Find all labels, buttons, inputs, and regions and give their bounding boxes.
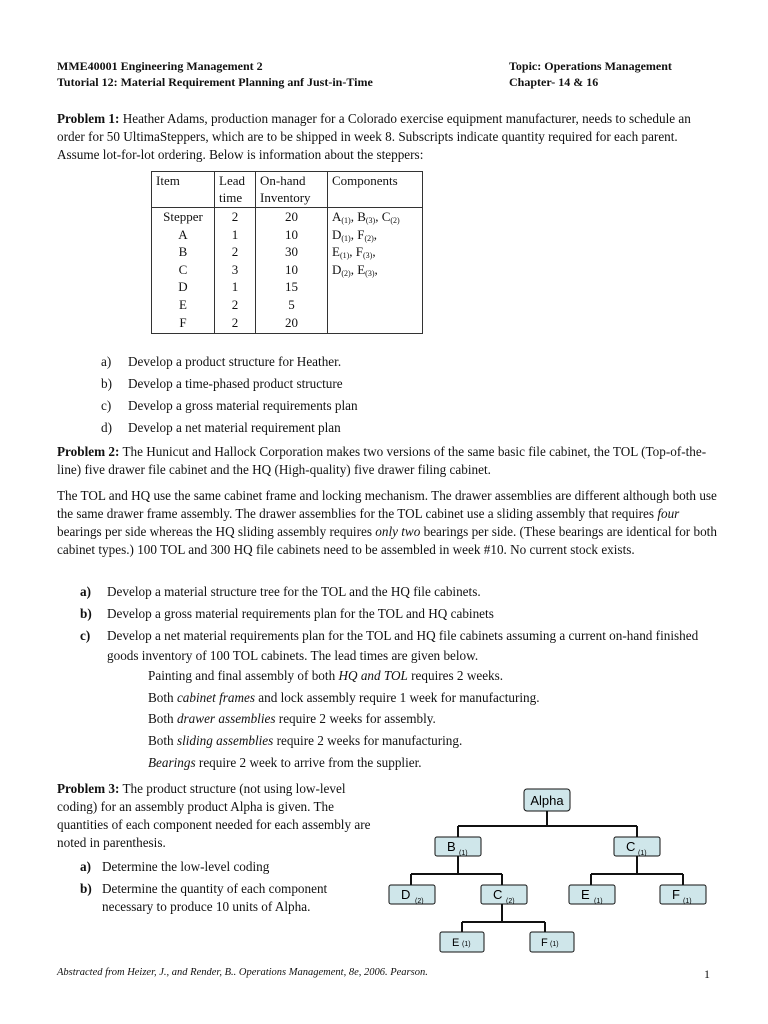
lead-time-cell: 3 — [231, 261, 239, 277]
problem-2-text — [57, 443, 717, 479]
list-item: a) Develop a product structure for Heather. — [101, 354, 342, 369]
product-structure-tree — [385, 785, 715, 960]
lead-time-cell: 2 — [231, 296, 239, 312]
lead-time-cell: 2 — [231, 209, 239, 224]
problem-2-label: Problem 2: — [57, 444, 120, 459]
table-header-row — [152, 172, 423, 208]
course-title: MME40001 Engineering Management 2 — [57, 59, 263, 73]
lead-time-cell: 2 — [231, 314, 239, 330]
problem-2-tasks — [80, 582, 720, 668]
on-hand-cell: 20 — [285, 314, 298, 330]
components-column — [328, 208, 423, 334]
node-qty: (1) — [550, 941, 559, 948]
node-label: D — [401, 887, 411, 902]
problem-1-body: Heather Adams, production manager for a Colorado exercise equipment manufacturer, needs to schedule an order for 50 UltimaSteppers, which are to be shipped in week 8. Subscripts indicate quantity required for each parent. Assume lot-for-lot ordering. Below is information about the steppers: — [57, 111, 691, 162]
item-cell: D — [178, 279, 188, 295]
table-body-row — [152, 208, 423, 334]
list-item: b) Develop a gross material requirements plan for the TOL and HQ cabinets — [80, 606, 494, 621]
node-label: B — [447, 839, 456, 854]
header-item: Item — [152, 172, 215, 208]
components-cell-empty — [332, 315, 418, 333]
node-qty: (1) — [462, 941, 471, 948]
components-cell: $D_{(1)}$, $F_{(2)}$, — [332, 226, 378, 243]
item-cell: F — [179, 314, 187, 330]
item-cell: C — [178, 261, 188, 277]
list-item: b) Develop a time-phased product structure — [101, 376, 343, 391]
item-cell: E — [179, 296, 187, 312]
tutorial-title: Tutorial 12: Material Requirement Planning anf Just-in-Time — [57, 75, 373, 89]
components-cell: $A_{(1)}$, $B_{(3)}$, $C_{(2)}$ — [332, 209, 400, 225]
on-hand-cell: 30 — [285, 244, 298, 260]
node-qty: (1) — [638, 850, 647, 857]
node-label: F — [541, 937, 548, 949]
node-label: C — [626, 839, 636, 854]
lead-times-list — [148, 665, 540, 774]
on-hand-cell: 10 — [285, 261, 298, 277]
lead-time-column — [215, 208, 256, 334]
header-on-hand: On-hand Inventory — [256, 172, 328, 208]
problem-2-paragraph: The TOL and HQ use the same cabinet frame and locking mechanism. The drawer assemblies are different although both use the same drawer frame assembly. The drawer assemblies for the TOL cabinet use a sliding assembly that requires four bearings per side whereas the HQ sliding assembly requires only two bearings per side. (These bearings are identical for both cabinet types.) 100 TOL and 300 HQ file cabinets need to be assembled in week #10. No current stock exists. — [57, 488, 717, 557]
lead-time-line: Both sliding assemblies require 2 weeks for manufacturing. — [148, 733, 463, 749]
inventory-table — [151, 171, 423, 334]
tree-node-e-bottom — [440, 932, 484, 952]
node-label: F — [672, 887, 680, 902]
on-hand-cell: 10 — [285, 226, 298, 242]
item-cell: B — [178, 244, 188, 260]
item-cell: Stepper — [163, 209, 203, 224]
list-item: a) Develop a material structure tree for the TOL and the HQ file cabinets. — [80, 584, 481, 599]
problem-3-body: The product structure (not using low-level coding) for an assembly product Alpha is given. The quantities of each component needed for each assembly are noted in parenthesis. — [57, 781, 371, 850]
node-label: E — [581, 887, 590, 902]
list-item: c) Develop a net material requirements plan for the TOL and HQ file cabinets assuming a current on-hand finished goods inventory of 100 TOL cabinets. The lead times are given below. — [80, 628, 699, 663]
list-item: a) Determine the low-level coding — [80, 859, 270, 874]
item-column — [152, 208, 215, 334]
item-cell: A — [178, 226, 188, 242]
header-right — [509, 58, 672, 90]
node-qty: (1) — [594, 898, 603, 905]
list-item: c) Develop a gross material requirements plan — [101, 398, 358, 413]
problem-3-tasks — [80, 858, 380, 920]
on-hand-cell: 5 — [288, 296, 295, 312]
node-qty: (1) — [459, 850, 468, 857]
header-lead-time: Lead time — [215, 172, 256, 208]
node-qty: (1) — [683, 898, 692, 905]
problem-2-body: The Hunicut and Hallock Corporation makes two versions of the same basic file cabinet, the TOL (Top-of-the-line) five drawer file cabinet and the HQ (High-quality) five drawer filing cabinet. — [57, 444, 707, 477]
components-cell: $D_{(2)}$, $E_{(3)}$, — [332, 261, 378, 278]
tree-node-c-level1 — [614, 837, 660, 857]
lead-time-line: Both cabinet frames and lock assembly require 1 week for manufacturing. — [148, 689, 540, 705]
node-qty: (2) — [415, 898, 424, 905]
problem-1-label: Problem 1: — [57, 111, 120, 126]
problem-1-text — [57, 110, 717, 164]
chapter-label: Chapter- 14 & 16 — [509, 75, 599, 89]
tree-node-c-level2 — [481, 885, 527, 905]
lead-time-cell: 1 — [231, 279, 239, 295]
page-number: 1 — [704, 967, 710, 981]
on-hand-cell: 15 — [285, 279, 298, 295]
on-hand-cell: 20 — [285, 209, 298, 224]
problem-3-label: Problem 3: — [57, 781, 120, 796]
list-item: d) Develop a net material requirement plan — [101, 420, 341, 435]
tree-node-root — [524, 789, 570, 811]
lead-time-line: Painting and final assembly of both HQ and TOL requires 2 weeks. — [148, 668, 504, 683]
lead-time-line: Both drawer assemblies require 2 weeks for assembly. — [148, 711, 436, 727]
tree-node-f-right — [660, 885, 706, 905]
problem-3-text — [57, 780, 377, 852]
lead-time-cell: 1 — [231, 226, 239, 242]
problem-1-tasks — [101, 351, 358, 439]
node-qty: (2) — [506, 898, 515, 905]
components-cell-empty — [332, 297, 418, 315]
node-label: E — [452, 937, 460, 949]
lead-time-line: Bearings require 2 week to arrive from the supplier. — [148, 754, 422, 770]
tree-node-e-right — [569, 885, 615, 905]
tree-node-f-bottom — [530, 932, 574, 952]
tree-node-b — [435, 837, 481, 857]
lead-time-cell: 2 — [231, 244, 239, 260]
list-item: b) Determine the quantity of each component necessary to produce 10 units of Alpha. — [80, 881, 328, 914]
tree-node-d — [389, 885, 435, 905]
footer-citation: Abstracted from Heizer, J., and Render, B.. Operations Management, 8e, 2006. Pearson. — [57, 967, 428, 978]
header-components: Components — [328, 172, 423, 208]
tree-connectors — [411, 811, 683, 932]
components-cell-empty — [332, 279, 418, 297]
on-hand-column — [256, 208, 328, 334]
topic-label: Topic: Operations Management — [509, 59, 672, 73]
node-label: Alpha — [530, 793, 564, 808]
components-cell: $E_{(1)}$, $F_{(3)}$, — [332, 244, 376, 261]
node-label: C — [493, 887, 503, 902]
header-left — [57, 58, 373, 90]
